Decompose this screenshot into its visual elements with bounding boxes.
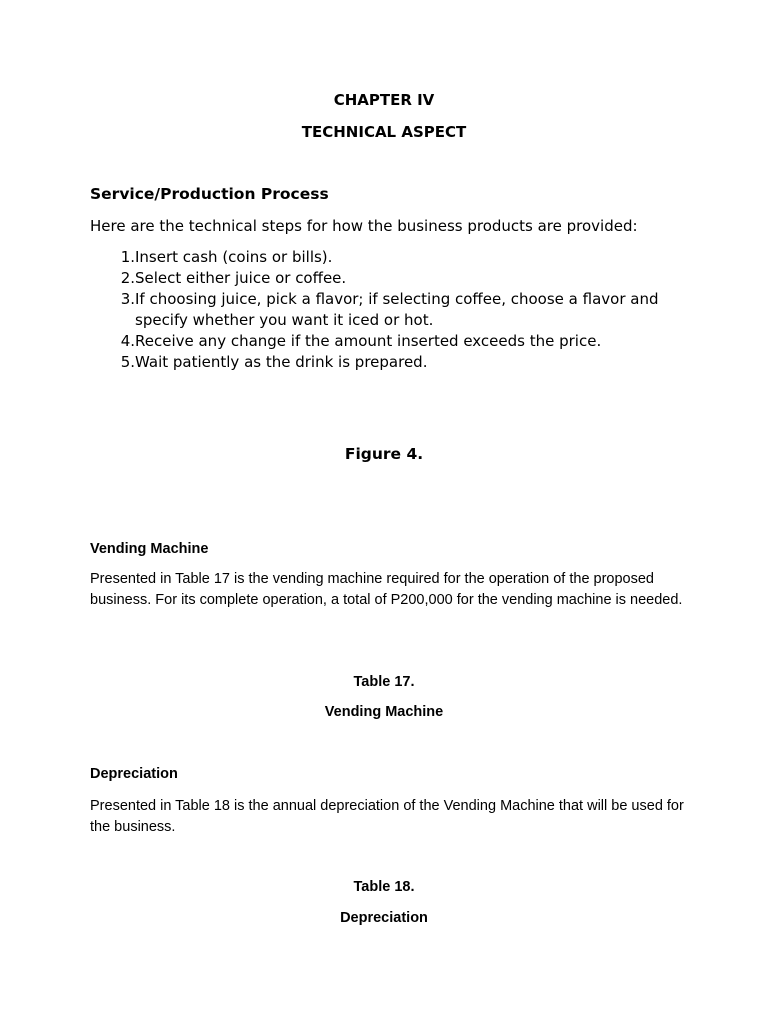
depreciation-paragraph: Presented in Table 18 is the annual depreciation of the Vending Machine that will be used for the business.	[90, 798, 684, 835]
table-title: Depreciation	[340, 910, 428, 926]
list-item	[90, 268, 690, 289]
step-text: Select either juice or coffee.	[135, 269, 347, 287]
step-number: 3.	[120, 290, 135, 308]
steps-list	[90, 247, 690, 373]
chapter-title: CHAPTER IV	[333, 91, 435, 109]
step-text: If choosing juice, pick a flavor; if selecting coffee, choose a flavor and specify whether you want it iced or hot.	[135, 290, 659, 329]
list-item	[90, 289, 690, 331]
list-item	[90, 331, 690, 352]
process-intro: Here are the technical steps for how the business products are provided:	[90, 217, 638, 235]
step-number: 1.	[120, 248, 135, 266]
step-text: Insert cash (coins or bills).	[135, 248, 333, 266]
step-text: Wait patiently as the drink is prepared.	[135, 353, 428, 371]
list-item	[90, 247, 690, 268]
depreciation-heading: Depreciation	[90, 766, 178, 782]
vending-heading: Vending Machine	[90, 541, 209, 557]
step-number: 4.	[120, 332, 135, 350]
table-number: Table 17.	[353, 674, 415, 690]
list-item	[90, 352, 690, 373]
section-title: TECHNICAL ASPECT	[301, 123, 467, 141]
table-number: Table 18.	[353, 879, 415, 895]
step-text: Receive any change if the amount inserted exceeds the price.	[135, 332, 602, 350]
figure-caption: Figure 4.	[344, 445, 424, 463]
step-number: 2.	[120, 269, 135, 287]
process-heading: Service/Production Process	[90, 185, 329, 203]
vending-paragraph: Presented in Table 17 is the vending machine required for the operation of the proposed business. For its complete operation, a total of P200,000 for the vending machine is needed.	[90, 571, 683, 608]
table-title: Vending Machine	[324, 704, 444, 720]
step-number: 5.	[120, 353, 135, 371]
